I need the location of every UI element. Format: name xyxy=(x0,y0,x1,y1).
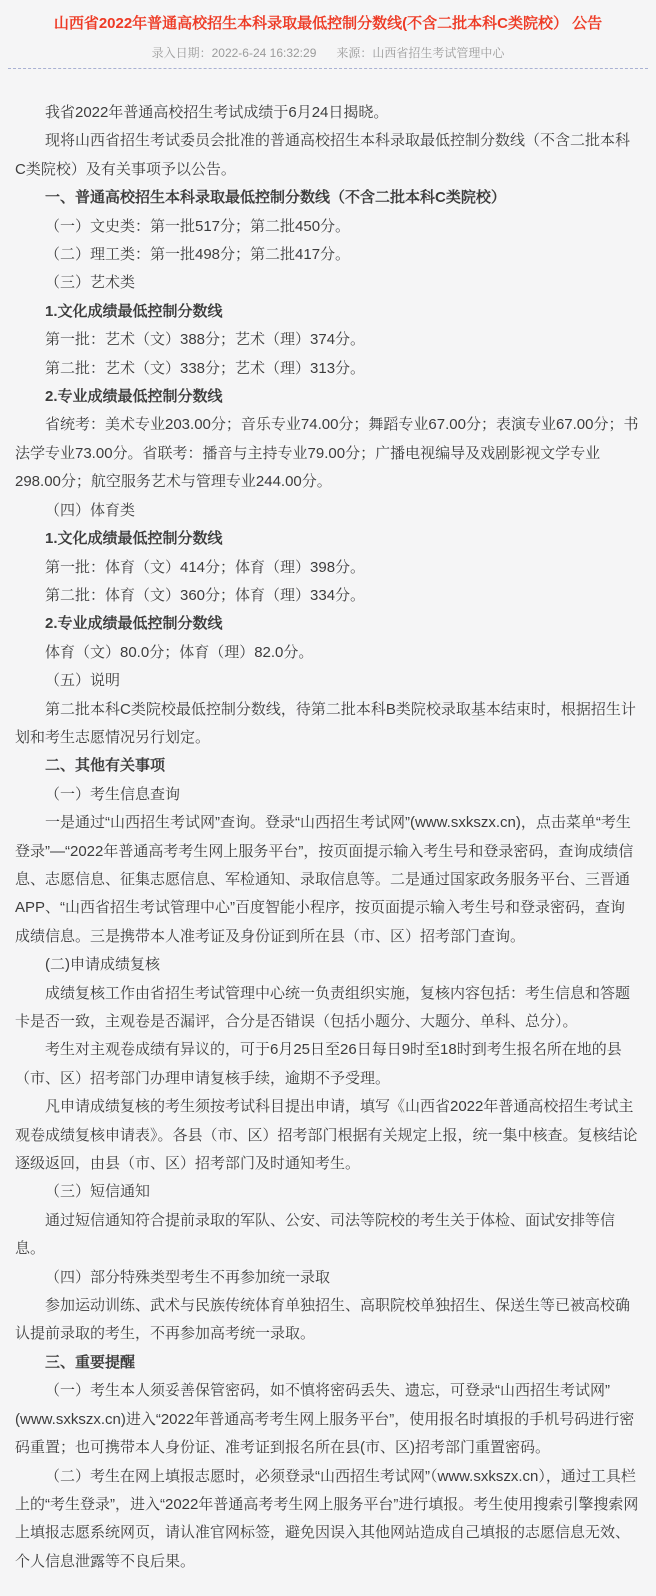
paragraph: 参加运动训练、武术与民族传统体育单独招生、高职院校单独招生、保送生等已被高校确认提前录取的考生，不再参加高考统一录取。 xyxy=(15,1297,631,1343)
paragraph: （三）艺术类 xyxy=(45,274,136,292)
source-value: 山西省招生考试管理中心 xyxy=(372,46,505,60)
article-header xyxy=(0,0,656,69)
paragraph: 省统考：美术专业203.00分；音乐专业74.00分；舞蹈专业67.00分；表演专业67.00分；书法学专业73.00分。省联考：播音与主持专业79.00分；广播电视编导及戏剧影视文学专业298.00分；航空服务艺术与管理专业244.00分。 xyxy=(15,416,639,491)
paragraph: (二)申请成绩复核 xyxy=(45,956,160,974)
section-heading: 三、重要提醒 xyxy=(45,1353,136,1371)
section-heading: 1.文化成绩最低控制分数线 xyxy=(45,530,223,548)
paragraph: 第二批：体育（文）360分；体育（理）334分。 xyxy=(45,586,366,604)
paragraph: 第一批：体育（文）414分；体育（理）398分。 xyxy=(45,558,366,576)
entry-date-label: 录入日期： xyxy=(151,46,212,60)
paragraph: （五）说明 xyxy=(45,672,121,690)
paragraph: （四）部分特殊类型考生不再参加统一录取 xyxy=(45,1268,331,1286)
article-body xyxy=(0,69,656,1596)
paragraph: （三）短信通知 xyxy=(45,1183,151,1201)
paragraph: 现将山西省招生考试委员会批准的普通高校招生本科录取最低控制分数线（不含二批本科C类院校）及有关事项予以公告。 xyxy=(15,132,631,178)
paragraph: 第一批：艺术（文）388分；艺术（理）374分。 xyxy=(45,331,366,349)
paragraph: 凡申请成绩复核的考生须按考试科目提出申请，填写《山西省2022年普通高校招生考试主观卷成绩复核申请表》。各县（市、区）招考部门根据有关规定上报，统一集中核查。复核结论逐级返回，由县（市、区）招考部门及时通知考生。 xyxy=(15,1098,638,1173)
section-heading: 1.文化成绩最低控制分数线 xyxy=(45,302,223,320)
paragraph: （二）理工类：第一批498分；第二批417分。 xyxy=(45,246,351,264)
section-heading: 一、普通高校招生本科录取最低控制分数线（不含二批本科C类院校） xyxy=(45,189,506,207)
paragraph: （二）考生在网上填报志愿时，必须登录“山西招生考试网”（www.sxkszx.cn），通过工具栏上的“考生登录”，进入“2022年普通高考考生网上服务平台”进行填报。考生使用搜索引擎搜索网上填报志愿系统网页，请认准官网标签，避免因误入其他网站造成自己填报的志愿信息无效、个人信息泄露等不良后果。 xyxy=(15,1467,639,1570)
paragraph: 我省2022年普通高校招生考试成绩于6月24日揭晓。 xyxy=(45,104,389,121)
paragraph: （一）考生信息查询 xyxy=(45,785,181,803)
section-heading: 二、其他有关事项 xyxy=(45,757,166,775)
source-label: 来源： xyxy=(336,46,373,60)
article-meta xyxy=(0,46,656,60)
paragraph: 第二批：艺术（文）338分；艺术（理）313分。 xyxy=(45,359,366,377)
section-heading: 2.专业成绩最低控制分数线 xyxy=(45,615,223,633)
paragraph: 一是通过“山西招生考试网”查询。登录“山西招生考试网”(www.sxkszx.cn)，点击菜单“考生登录”—“2022年普通高考考生网上服务平台”，按页面提示输入考生号和登录密码，查询成绩信息、志愿信息、征集志愿信息、军检通知、录取信息等。二是通过国家政务服务平台、三晋通APP、“山西省招生考试管理中心”百度智能小程序，按页面提示输入考生号和登录密码，查询成绩信息。三是携带本人准考证及身份证到所在县（市、区）招考部门查询。 xyxy=(15,814,634,945)
entry-date-value: 2022-6-24 16:32:29 xyxy=(211,46,317,60)
paragraph: 成绩复核工作由省招生考试管理中心统一负责组织实施，复核内容包括：考生信息和答题卡是否一致，主观卷是否漏评，合分是否错误（包括小题分、大题分、单科、总分）。 xyxy=(15,984,631,1030)
paragraph: （一）考生本人须妥善保管密码，如不慎将密码丢失、遗忘，可登录“山西招生考试网”(www.sxkszx.cn)进入“2022年普通高考考生网上服务平台”，使用报名时填报的手机号码进行密码重置；也可携带本人身份证、准考证到报名所在县(市、区)招考部门重置密码。 xyxy=(15,1382,635,1457)
section-heading: 2.专业成绩最低控制分数线 xyxy=(45,388,223,406)
page-title: 山西省2022年普通高校招生本科录取最低控制分数线(不含二批本科C类院校） 公告 xyxy=(53,15,603,32)
paragraph: 第二批本科C类院校最低控制分数线，待第二批本科B类院校录取基本结束时，根据招生计划和考生志愿情况另行划定。 xyxy=(15,700,636,746)
paragraph: （四）体育类 xyxy=(45,501,136,519)
paragraph: （一）文史类：第一批517分；第二批450分。 xyxy=(45,217,351,235)
paragraph: 考生对主观卷成绩有异议的，可于6月25日至26日每日9时至18时到考生报名所在地的县（市、区）招考部门办理申请复核手续，逾期不予受理。 xyxy=(15,1041,622,1087)
paragraph: 通过短信通知符合提前录取的军队、公安、司法等院校的考生关于体检、面试安排等信息。 xyxy=(15,1211,616,1258)
paragraph: 体育（文）80.0分；体育（理）82.0分。 xyxy=(45,643,314,661)
